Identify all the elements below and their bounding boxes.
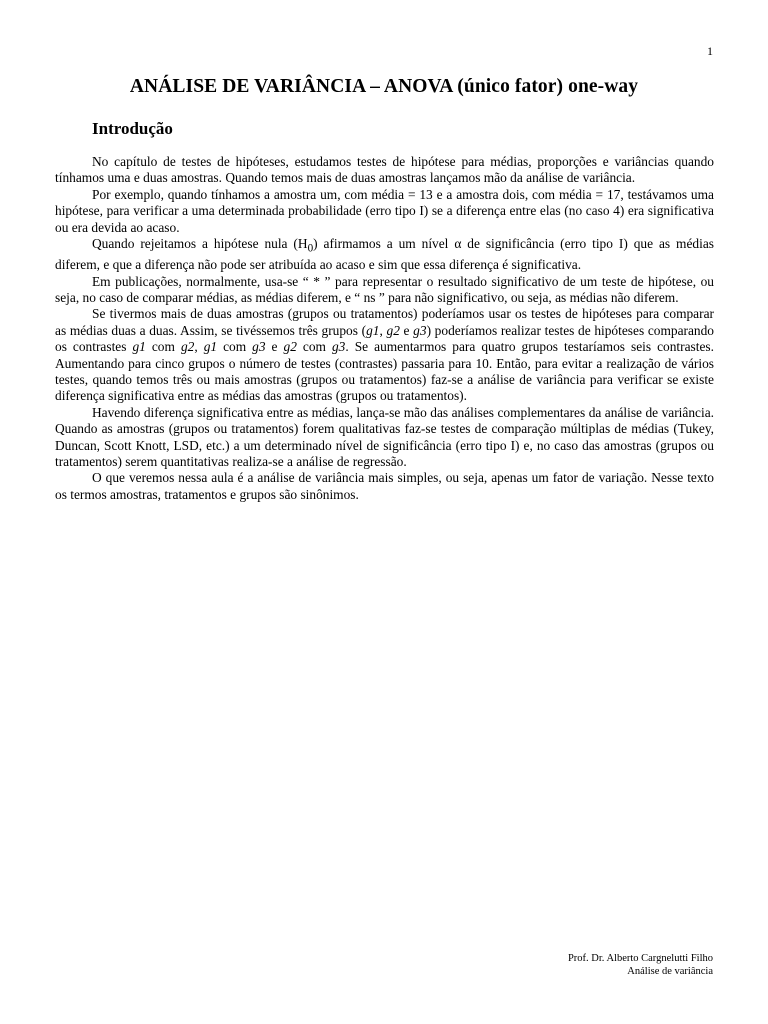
separator: , [379, 322, 387, 338]
paragraph-2: Por exemplo, quando tínhamos a amostra um, com média = 13 e a amostra dois, com média = 17, testávamos uma hipótese, para verificar a uma determinada probabilidade (erro tipo I) se a diferença entre elas (no caso 4) era significativa ou era devida ao acaso. [55, 186, 714, 235]
separator: com [296, 339, 332, 355]
separator: com [217, 339, 253, 355]
group-label: g3 [252, 339, 266, 355]
group-label: g1 [203, 339, 218, 355]
document-title: ANÁLISE DE VARIÂNCIA – ANOVA (único fator) one-way [129, 76, 639, 97]
separator: , [194, 339, 204, 355]
paragraph-5-text-b: ) poderíamos realizar testes de hipóteses comparando os contrastes [55, 322, 715, 355]
paragraph-5-text-a: Se tivermos mais de duas amostras (grupos ou tratamentos) poderíamos usar os testes de hipóteses para comparar as médias duas a duas. Assim, se tivéssemos três grupos ( [55, 306, 714, 338]
group-label: g3 [331, 339, 346, 355]
separator: com [145, 339, 181, 355]
paragraph-4: Em publicações, normalmente, usa-se “ * ” para representar o resultado significativo de um teste de hipótese, ou seja, no caso de comparar médias, as médias diferem, e “ ns ” para não significativo, ou seja, as médias não diferem. [55, 273, 714, 305]
paragraph-5 [55, 306, 714, 404]
paragraph-6: Havendo diferença significativa entre as médias, lança-se mão das análises complementares da análise de variância. Quando as amostras (grupos ou tratamentos) forem qualitativas faz-se testes de comparação múltiplas de médias (Tukey, Duncan, Scott Knott, LSD, etc.) a um determinado nível de significância (erro tipo I) e, no caso das amostras (grupos ou tratamentos) serem quantitativas realiza-se a análise de regressão. [55, 404, 714, 469]
paragraph-3-text-b: ) afirmamos a um nível α de significância (erro tipo I) que as médias diferem, e que a diferença não pode ser atribuída ao acaso e sim que essa diferença é significativa. [55, 236, 714, 273]
separator: e [399, 322, 414, 338]
paragraph-1: No capítulo de testes de hipóteses, estudamos testes de hipótese para médias, proporções e variâncias quando tínhamos uma e duas amostras. Quando temos mais de duas amostras lançamos mão da análise de variância. [55, 154, 714, 186]
footer-author: Prof. Dr. Alberto Cargnelutti Filho [567, 953, 713, 964]
page-footer [568, 952, 713, 978]
group-label: g2 [386, 322, 400, 338]
group-label: g2 [283, 339, 297, 355]
paragraph-5-text-c: . Se aumentarmos para quatro grupos testaríamos seis contrastes. Aumentando para cinco grupos o número de testes (contrastes) passaria para 10. Então, para evitar a realização de vários testes, quando temos três ou mais amostras (grupos ou tratamentos) faz-se a análise de variância para verificar se existe diferença significativa entre as médias das amostras (grupos ou tratamentos). [55, 339, 714, 404]
group-label: g1 [366, 322, 380, 338]
group-label: g2 [180, 339, 195, 355]
body-text [55, 154, 714, 503]
h0-subscript: 0 [307, 242, 314, 255]
paragraph-7: O que veremos nessa aula é a análise de variância mais simples, ou seja, apenas um fator de variação. Nesse texto os termos amostras, tratamentos e grupos são sinônimos. [55, 470, 714, 502]
paragraph-3-text-a: Quando rejeitamos a hipótese nula (H [92, 236, 308, 252]
group-label: g1 [132, 339, 146, 355]
page-number: 1 [707, 44, 713, 58]
footer-course: Análise de variância [627, 966, 713, 977]
group-label: g3 [413, 322, 427, 338]
separator: e [265, 339, 284, 355]
section-heading: Introdução [92, 119, 173, 138]
paragraph-3 [55, 236, 714, 273]
